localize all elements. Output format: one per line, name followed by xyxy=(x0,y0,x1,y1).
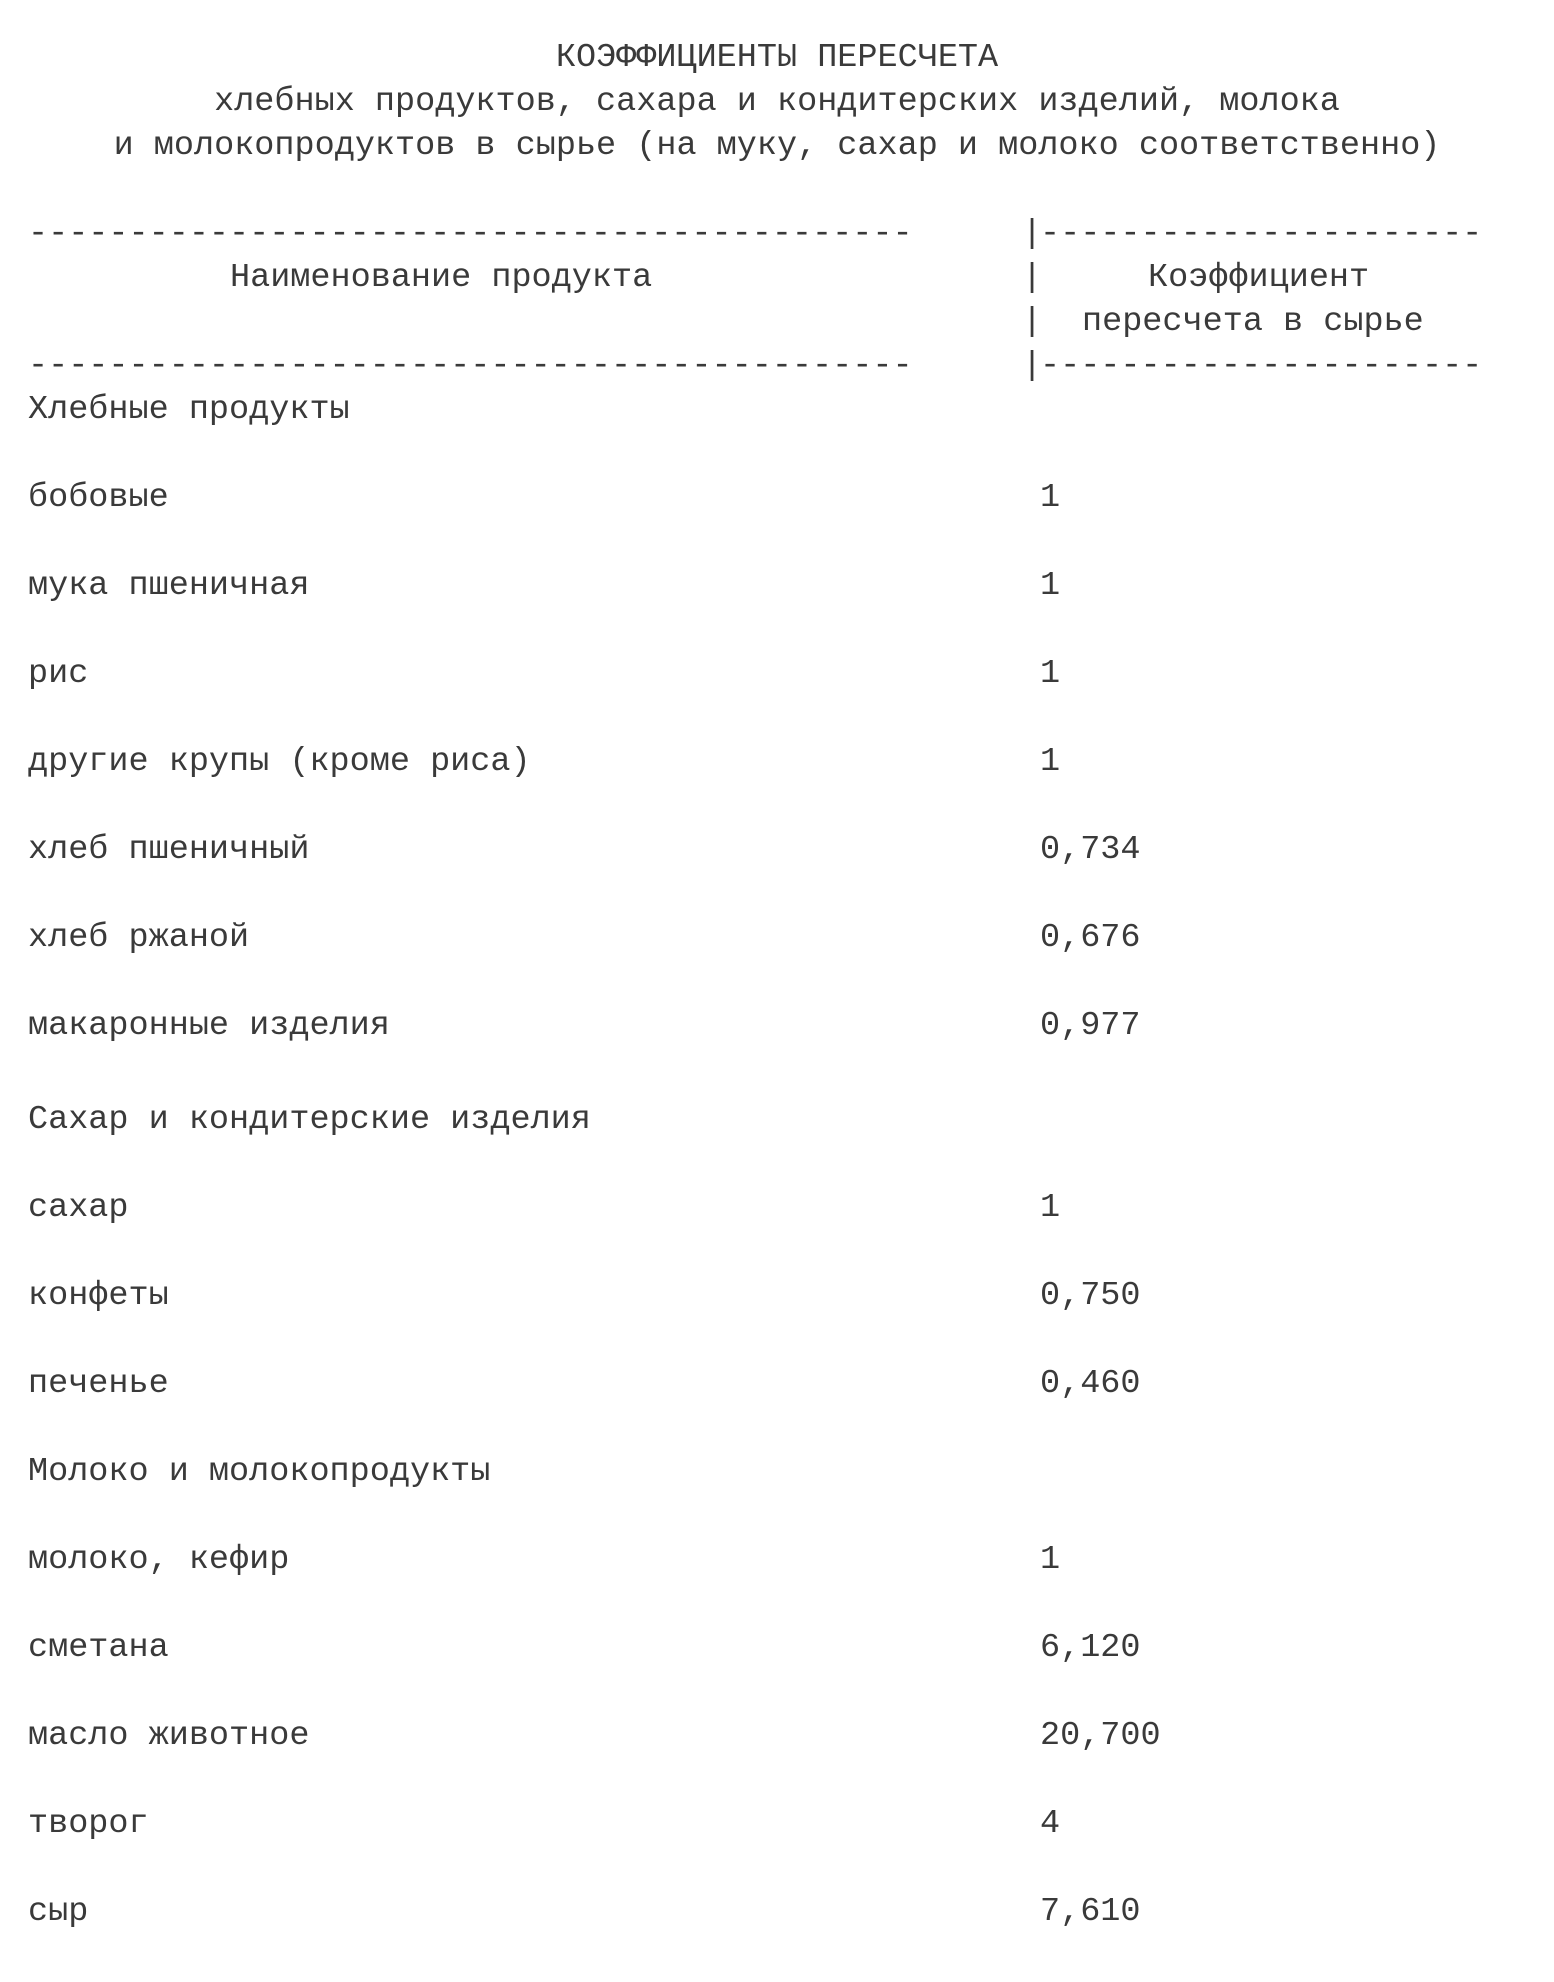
document-title: КОЭФФИЦИЕНТЫ ПЕРЕСЧЕТА xyxy=(555,39,999,77)
table-row-value: 20,700 xyxy=(1040,1717,1161,1755)
header-column-separator: | xyxy=(1022,259,1043,297)
table-row-name: сметана xyxy=(28,1629,169,1667)
table-row-name: творог xyxy=(28,1805,149,1843)
table-top-rule-separator: | xyxy=(1022,215,1043,253)
table-row-value: 1 xyxy=(1040,479,1061,517)
table-row-name: сахар xyxy=(28,1189,129,1227)
table-row-value: 1 xyxy=(1040,655,1061,693)
column-header-coefficient: Коэффициент xyxy=(1148,259,1370,297)
table-row-value: 0,750 xyxy=(1040,1277,1141,1315)
table-row-value: 4 xyxy=(1040,1805,1061,1843)
table-row-name: бобовые xyxy=(28,479,169,517)
document-subtitle-line-1: хлебных продуктов, сахара и кондитерских изделий, молока xyxy=(214,83,1340,121)
column-header-product-name: Наименование продукта xyxy=(230,259,653,297)
document-subtitle-line-2: и молокопродуктов в сырье (на муку, сахар и молоко соответственно) xyxy=(113,127,1441,165)
table-row-category: Сахар и кондитерские изделия xyxy=(28,1101,591,1139)
table-top-rule-left: -------------------------------------------- xyxy=(28,215,913,253)
table-row-value: 7,610 xyxy=(1040,1893,1141,1931)
header-column-separator: | xyxy=(1022,303,1043,341)
table-row-value: 1 xyxy=(1040,1189,1061,1227)
table-row-value: 6,120 xyxy=(1040,1629,1141,1667)
table-row-name: макаронные изделия xyxy=(28,1007,390,1045)
table-row-name: рис xyxy=(28,655,89,693)
table-row-name: сыр xyxy=(28,1893,89,1931)
table-header-rule-left: -------------------------------------------- xyxy=(28,347,913,385)
table-row-name: хлеб ржаной xyxy=(28,919,250,957)
table-top-rule-right: ---------------------- xyxy=(1040,215,1483,253)
table-row-value: 0,734 xyxy=(1040,831,1141,869)
table-row-name: хлеб пшеничный xyxy=(28,831,310,869)
table-row-value: 0,977 xyxy=(1040,1007,1141,1045)
table-row-category: Молоко и молокопродукты xyxy=(28,1453,491,1491)
column-header-coefficient-sub: пересчета в сырье xyxy=(1082,303,1424,341)
table-row-value: 1 xyxy=(1040,567,1061,605)
table-row-name: печенье xyxy=(28,1365,169,1403)
table-row-name: конфеты xyxy=(28,1277,169,1315)
table-row-value: 0,676 xyxy=(1040,919,1141,957)
table-row-category: Хлебные продукты xyxy=(28,391,350,429)
table-row-value: 1 xyxy=(1040,1541,1061,1579)
table-row-value: 1 xyxy=(1040,743,1061,781)
table-row-name: молоко, кефир xyxy=(28,1541,290,1579)
table-header-rule-right: ---------------------- xyxy=(1040,347,1483,385)
table-row-name: другие крупы (кроме риса) xyxy=(28,743,531,781)
table-row-name: масло животное xyxy=(28,1717,310,1755)
table-row-name: мука пшеничная xyxy=(28,567,310,605)
table-row-value: 0,460 xyxy=(1040,1365,1141,1403)
table-header-rule-separator: | xyxy=(1022,347,1043,385)
